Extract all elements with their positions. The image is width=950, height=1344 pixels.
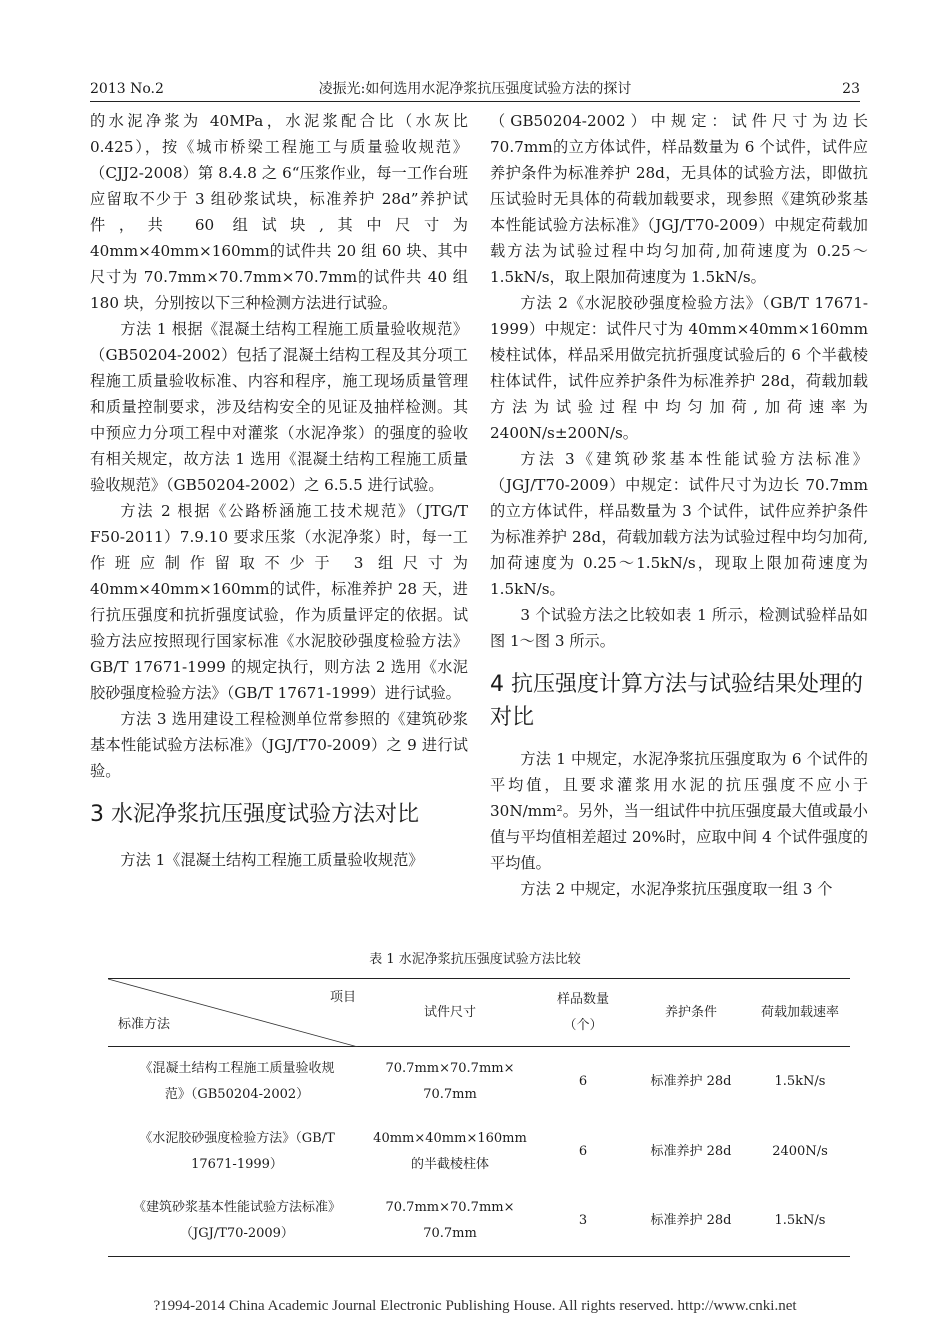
header-rule: [90, 101, 860, 102]
paragraph: 方法 2《水泥胶砂强度检验方法》（GB/T 17671-1999）中规定：试件尺寸为 40mm×40mm×160mm棱柱试体，样品采用做完抗折强度试验后的 6 个半截棱柱体试件，试件应养护条件为标准养护 28d，荷载加载方法为试验过程中均匀加荷,加荷速率为 2400N/s±200N/s。: [490, 294, 868, 442]
cell-qty: 3: [578, 1213, 588, 1229]
cell-standard: 《水泥胶砂强度检验方法》（GB/T 17671-1999）: [139, 1130, 335, 1172]
section-heading-4: 4 抗压强度计算方法与试验结果处理的对比: [490, 672, 863, 730]
paragraph: 方法 2 根据《公路桥涵施工技术规范》（JTG/T F50-2011）7.9.10 要求压浆（水泥净浆）时，每一工作班应制作留取不少于 3 组尺寸为 40mm×40mm×160mm的试件，标准养护 28 天，进行抗压强度和抗折强度试验，作为质量评定的依据。试验方法应按照现行国家标准《水泥胶砂强度检验方法》GB/T 17671-1999 的规定执行，则方法 2 选用《水泥胶砂强度检验方法》（GB/T 17671-1999）进行试验。: [90, 502, 468, 702]
diagonal-header-cell: [108, 979, 366, 1047]
paragraph: 的水泥净浆为 40MPa，水泥浆配合比（水灰比 0.425），按《城市桥梁工程施工与质量验收规范》（CJJ2-2008）第 8.4.8 之 6“压浆作业，每一工作台班应留取不少于 3 组砂浆试块，标准养护 28d”养护试件，共 60 组试块,其中尺寸为 40mm×40mm×160mm的试件共 20 组 60 块、其中尺寸为 70.7mm×70.7mm×70.7mm的试件共 40 组 180 块，分别按以下三种检测方法进行试验。: [90, 112, 468, 312]
journal-issue: 2013 No.2: [90, 81, 164, 97]
section-heading-3: 3 水泥净浆抗压强度试验方法对比: [90, 802, 419, 827]
cell-cure: 标准养护 28d: [650, 1073, 732, 1089]
table-row: [108, 1047, 850, 1117]
cell-size: 40mm×40mm×160mm 的半截棱柱体: [373, 1130, 527, 1172]
page-number: 23: [842, 81, 860, 97]
table-caption: 表 1 水泥净浆抗压强度试验方法比较: [369, 952, 581, 967]
paragraph: 3 个试验方法之比较如表 1 所示，检测试验样品如图 1～图 3 所示。: [490, 606, 868, 650]
copyright-footer: ?1994-2014 China Academic Journal Electronic Publishing House. All rights reserved. http://www.cnki.net: [153, 1298, 797, 1314]
cell-cure: 标准养护 28d: [650, 1213, 732, 1229]
right-column: [490, 108, 868, 902]
table-row: [108, 1187, 850, 1257]
cell-qty: 6: [578, 1143, 588, 1159]
table-row: [108, 1117, 850, 1187]
paragraph: 方法 3《建筑砂浆基本性能试验方法标准》（JGJ/T70-2009）中规定：试件尺寸为边长 70.7mm的立方体试件，样品数量为 3 个试件，试件应养护条件为标准养护 28d，荷载加载方法为试验过程中均匀加荷,加荷速度为 0.25～1.5kN/s，现取上限加荷速度为 1.5kN/s。: [490, 450, 868, 598]
cell-size: 70.7mm×70.7mm× 70.7mm: [385, 1060, 515, 1102]
paragraph: 方法 1 根据《混凝土结构工程施工质量验收规范》（GB50204-2002）包括了混凝土结构工程及其分项工程施工质量验收标准、内容和程序，施工现场质量管理和质量控制要求，涉及结构安全的见证及抽样检测。其中预应力分项工程中对灌浆（水泥净浆）的强度的验收有相关规定，故方法 1 选用《混凝土结构工程施工质量验收规范》（GB50204-2002）之 6.5.5 进行试验。: [90, 320, 468, 494]
cell-rate: 1.5kN/s: [774, 1213, 826, 1229]
cell-cure: 标准养护 28d: [650, 1143, 732, 1159]
running-header: [90, 78, 860, 100]
col-header-qty: 样品数量 （个）: [556, 991, 609, 1033]
paragraph: 方法 2 中规定，水泥净浆抗压强度取一组 3 个: [520, 880, 833, 898]
paragraph: 方法 1 中规定，水泥净浆抗压强度取为 6 个试件的平均值，且要求灌浆用水泥的抗压强度不应小于 30N/mm²。另外，当一组试件中抗压强度最大值或最小值与平均值相差超过 20%时，应取中间 4 个试件强度的平均值。: [490, 750, 868, 872]
cell-standard: 《混凝土结构工程施工质量验收规 范》（GB50204-2002）: [139, 1060, 335, 1102]
col-header-size: 试件尺寸: [423, 1004, 476, 1020]
cell-rate: 2400N/s: [772, 1143, 828, 1159]
col-header-rate: 荷载加载速率: [760, 1004, 839, 1020]
paragraph: 方法 3 选用建设工程检测单位常参照的《建筑砂浆基本性能试验方法标准》（JGJ/T70-2009）之 9 进行试验。: [90, 710, 468, 780]
cell-qty: 6: [578, 1073, 588, 1089]
cell-standard: 《建筑砂浆基本性能试验方法标准》 （JGJ/T70-2009）: [132, 1200, 341, 1242]
comparison-table: [108, 978, 850, 1257]
table-header-row: [108, 979, 850, 1047]
corner-label-method: 标准方法: [118, 1017, 171, 1032]
col-header-cure: 养护条件: [664, 1004, 717, 1020]
corner-label-item: 项目: [329, 990, 356, 1005]
paragraph: 方法 1《混凝土结构工程施工质量验收规范》: [120, 851, 424, 869]
cell-rate: 1.5kN/s: [774, 1073, 826, 1089]
paragraph: （GB50204-2002）中规定：试件尺寸为边长 70.7mm的立方体试件，样品数量为 6 个试件，试件应养护条件为标准养护 28d，无具体的试验方法，即做抗压试验时无具体的荷载加载要求，现参照《建筑砂浆基本性能试验方法标准》（JGJ/T70-2009）中规定荷载加载方法为试验过程中均匀加荷,加荷速度为 0.25～1.5kN/s，取上限加荷速度为 1.5kN/s。: [490, 112, 868, 286]
left-column: [90, 108, 468, 873]
cell-size: 70.7mm×70.7mm× 70.7mm: [385, 1200, 515, 1242]
article-title: 凌振光:如何选用水泥净浆抗压强度试验方法的探讨: [318, 81, 632, 97]
